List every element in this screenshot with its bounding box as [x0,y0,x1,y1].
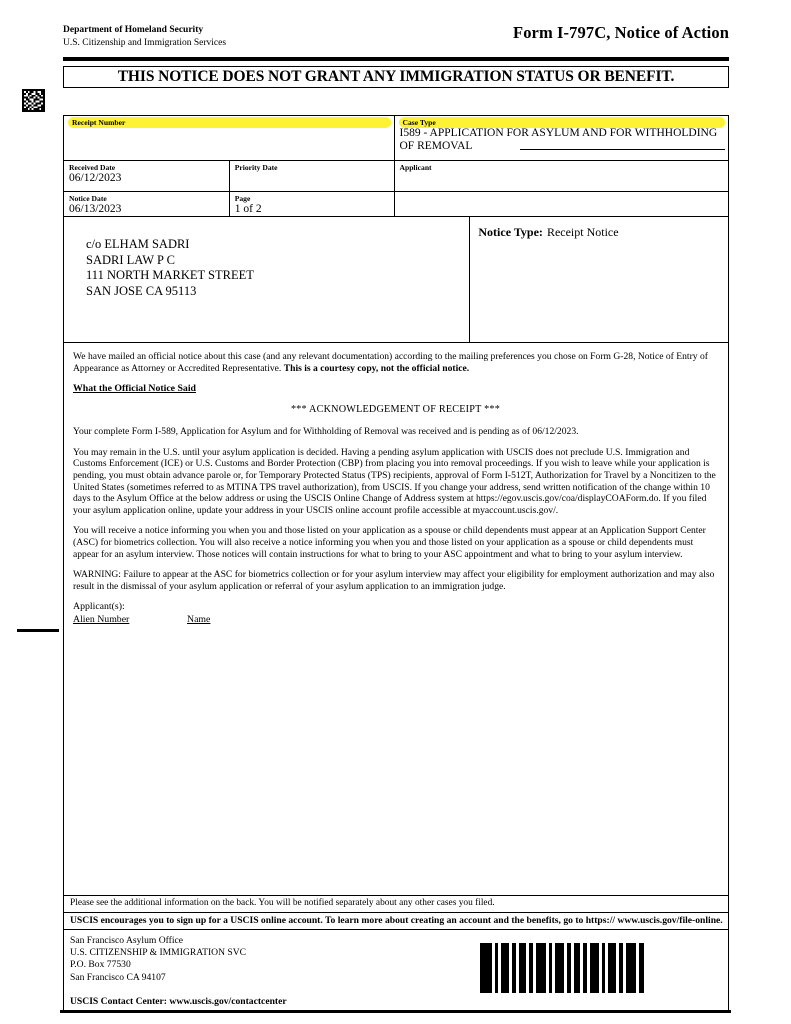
applicants-name-header: Name [187,613,211,625]
courtesy-copy-emphasis: This is a courtesy copy, not the official notice. [283,362,470,374]
applicants-section [73,601,718,626]
agency-identification [63,24,226,49]
notice-type-block [470,217,728,342]
courtesy-copy-text: We have mailed an official notice about this case (and any relevant documentation) according to the mailing preferences you chose on Form G-28, Notice of Entry of Appearance as Attorney or Accredited Representative. [73,351,708,374]
official-notice-heading: What the Official Notice Said [73,383,196,395]
agency-department-line: Department of Homeland Security [63,25,204,35]
form-title: Form I-797C, Notice of Action [513,23,729,42]
received-date-cell [64,161,230,192]
office-line: San Francisco CA 94107 [70,971,166,983]
case-type-value: I589 - APPLICATION FOR ASYLUM AND FOR WITHHOLDING OF REMOVAL [399,127,718,152]
asylum-office-address [70,935,287,1008]
applicants-label: Applicant(s): [73,601,125,613]
document-header [63,24,729,49]
applicant-cell [395,161,728,192]
status-banner-text: THIS NOTICE DOES NOT GRANT ANY IMMIGRATION STATUS OR BENEFIT. [117,68,675,85]
mailing-address-block [64,217,470,342]
priority-date-cell [230,161,395,192]
address-and-notice-type-row [64,217,728,343]
notice-type-label: Notice Type: [478,225,543,239]
agency-service-line: U.S. Citizenship and Immigration Services [63,37,227,48]
office-line: U.S. CITIZENSHIP & IMMIGRATION SVC [70,947,247,959]
header-divider [63,57,729,61]
status-banner [63,66,729,88]
page-number-cell [230,192,395,217]
table-row [64,161,728,192]
received-date-value: 06/12/2023 [69,172,122,184]
address-line: SAN JOSE CA 95113 [86,283,197,298]
back-information-row [64,895,728,912]
received-date-label: Received Date [69,163,116,172]
application-support-center-paragraph: You will receive a notice informing you when you and those listed on your application as a spouse or child dependents must appear at an Application Support Center (ASC) for biometrics collection. You will also receive a notice informing you when you and those listed on your application as a spouse or child dependents must appear for an asylum interview. Those notices will contain instructions for what to bring to your ASC appointment and what to bring to your asylum interview. [73,525,706,560]
office-line: San Francisco Asylum Office [70,935,184,946]
acknowledgement-banner: *** ACKNOWLEDGEMENT OF RECEIPT *** [290,404,501,416]
uscis-contact-center-line: USCIS Contact Center: www.uscis.gov/contactcenter [70,995,287,1007]
address-line: c/o ELHAM SADRI [86,237,190,251]
receipt-statement-paragraph: Your complete Form I-589, Application for Asylum and for Withholding of Removal was received and is pending as of 06/12/2023. [73,426,579,438]
notice-body [64,343,728,895]
receipt-number-cell [64,116,395,161]
data-matrix-code-icon [22,89,45,112]
case-type-cell [395,116,729,161]
margin-alignment-mark [17,629,59,632]
notice-date-value: 06/13/2023 [69,203,122,215]
notice-data-table [63,115,729,1013]
applicants-column-headers [73,614,718,627]
address-line: 111 NORTH MARKET STREET [86,268,254,282]
courtesy-copy-paragraph [73,351,718,374]
asylum-office-block [64,929,728,1012]
warning-paragraph: WARNING: Failure to appear at the ASC for biometrics collection or for your asylum interview may affect your eligibility for employment authorization and may also result in the dismissal of your asylum application or referral of your asylum application to an immigration judge. [73,569,715,592]
back-information-text: Please see the additional information on the back. You will be notified separately about any other cases you filed. [70,898,495,908]
page-label: Page [234,194,251,203]
applicants-alien-number-header: Alien Number [73,613,130,625]
page-bottom-rule [60,1010,731,1013]
applicant-label: Applicant [399,163,432,172]
barcode-icon [478,943,656,993]
empty-cell [395,192,728,217]
online-account-row [64,912,728,930]
address-line: SADRI LAW P C [86,252,175,267]
notice-date-cell [64,192,230,217]
online-account-text: USCIS encourages you to sign up for a USCIS online account. To learn more about creating an account and the benefits, go to https:// www.uscis.gov/file-online. [70,914,723,926]
table-row [64,116,728,161]
notice-type-value: Receipt Notice [546,225,619,239]
remain-in-us-paragraph: You may remain in the U.S. until your asylum application is decided. Having a pending asylum application with USCIS does not preclude U.S. Immigration and Customs Enforcement (ICE) or U.S. Customs and Border Protection (CBP) from placing you into removal proceedings. If you wish to leave while your application is pending, you must obtain advance parole or, for Temporary Protected Status (TPS) recipients, approval of Form I-512T, Authorization for Travel by a Noncitizen to the United States (sometimes referred to as MTINA TPS travel authorization), from USCIS. If you change your address, send written notification of the change within 10 days to the Asylum Office at the below address or using the USCIS Online Change of Address system at https://egov.uscis.gov/coa/displayCOAForm.do. If you filed your asylum application online, update your address in your USCIS online account profile accessible at myaccount.uscis.gov/. [73,446,716,516]
notice-date-label: Notice Date [69,194,107,203]
office-line: P.O. Box 77530 [70,959,131,971]
redaction-underline [520,149,725,150]
priority-date-label: Priority Date [234,163,278,172]
page-value: 1 of 2 [234,203,262,215]
case-type-label: Case Type [400,118,725,127]
receipt-number-label: Receipt Number [69,118,390,127]
table-row [64,192,728,217]
